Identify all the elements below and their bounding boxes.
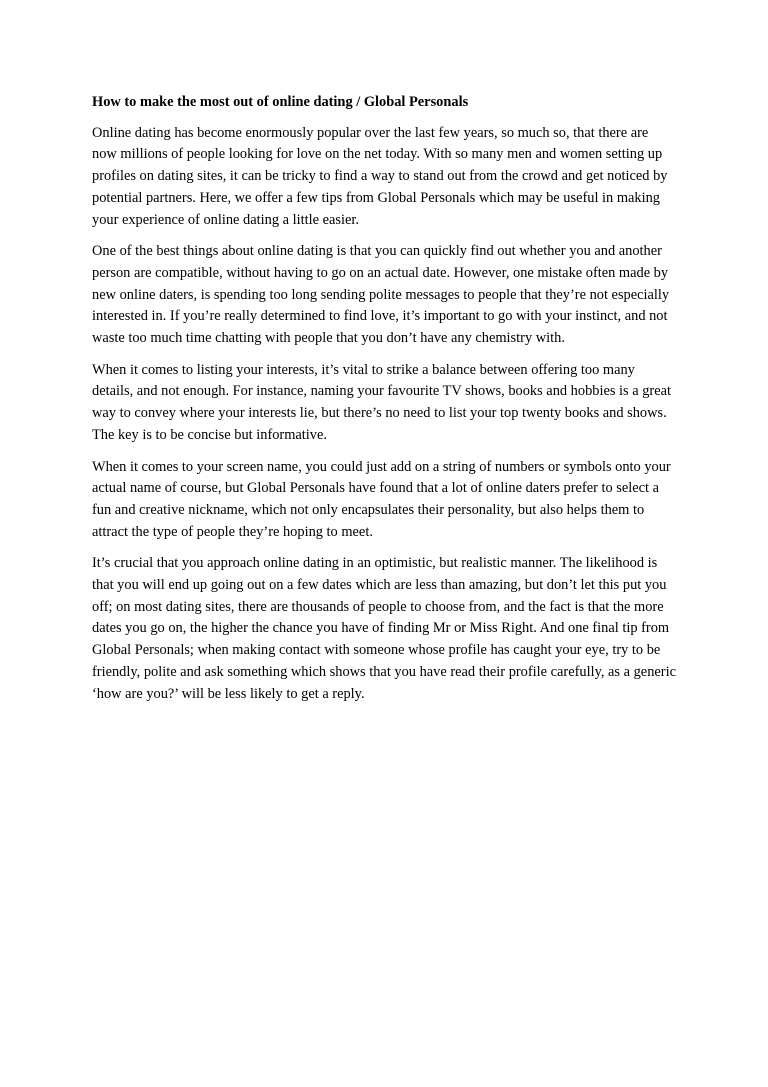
paragraph-optimism: It’s crucial that you approach online dating in an optimistic, but realistic manner. The likelihood is that you will end up going out on a few dates which are less than amazing, but don’t let this put you off; on most dating sites, there are thousands of people to choose from, and the fact is that the more dates you go on, the higher the chance you have of finding Mr or Miss Right. And one final tip from Global Personals; when making contact with someone whose profile has caught your eye, try to be friendly, polite and ask something which shows that you have read their profile carefully, as a generic ‘how are you?’ will be less likely to get a reply. xyxy=(92,555,676,702)
document-body xyxy=(92,92,676,715)
document-title: How to make the most out of online dating / Global Personals xyxy=(92,94,469,110)
paragraph-interests: When it comes to listing your interests, it’s vital to strike a balance between offering too many details, and not enough. For instance, naming your favourite TV shows, books and hobbies is a great way to convey where your interests lie, but there’s no need to list your top twenty books and shows. The key is to be concise but informative. xyxy=(92,361,671,443)
paragraph-intro: Online dating has become enormously popular over the last few years, so much so, that there are now millions of people looking for love on the net today. With so many men and women setting up profiles on dating sites, it can be tricky to find a way to stand out from the crowd and get noticed by potential partners. Here, we offer a few tips from Global Personals which may be useful in making your experience of online dating a little easier. xyxy=(92,124,668,228)
paragraph-compatibility: One of the best things about online dating is that you can quickly find out whether you and another person are compatible, without having to go on an actual date. However, one mistake often made by new online daters, is spending too long sending polite messages to people that they’re not especially interested in. If you’re really determined to find love, it’s important to go with your instinct, and not waste too much time chatting with people that you don’t have any chemistry with. xyxy=(92,243,670,347)
paragraph-screen-name: When it comes to your screen name, you could just add on a string of numbers or symbols onto your actual name of course, but Global Personals have found that a lot of online daters prefer to select a fun and creative nickname, which not only encapsulates their personality, but also helps them to attract the type of people they’re hoping to meet. xyxy=(92,458,671,540)
